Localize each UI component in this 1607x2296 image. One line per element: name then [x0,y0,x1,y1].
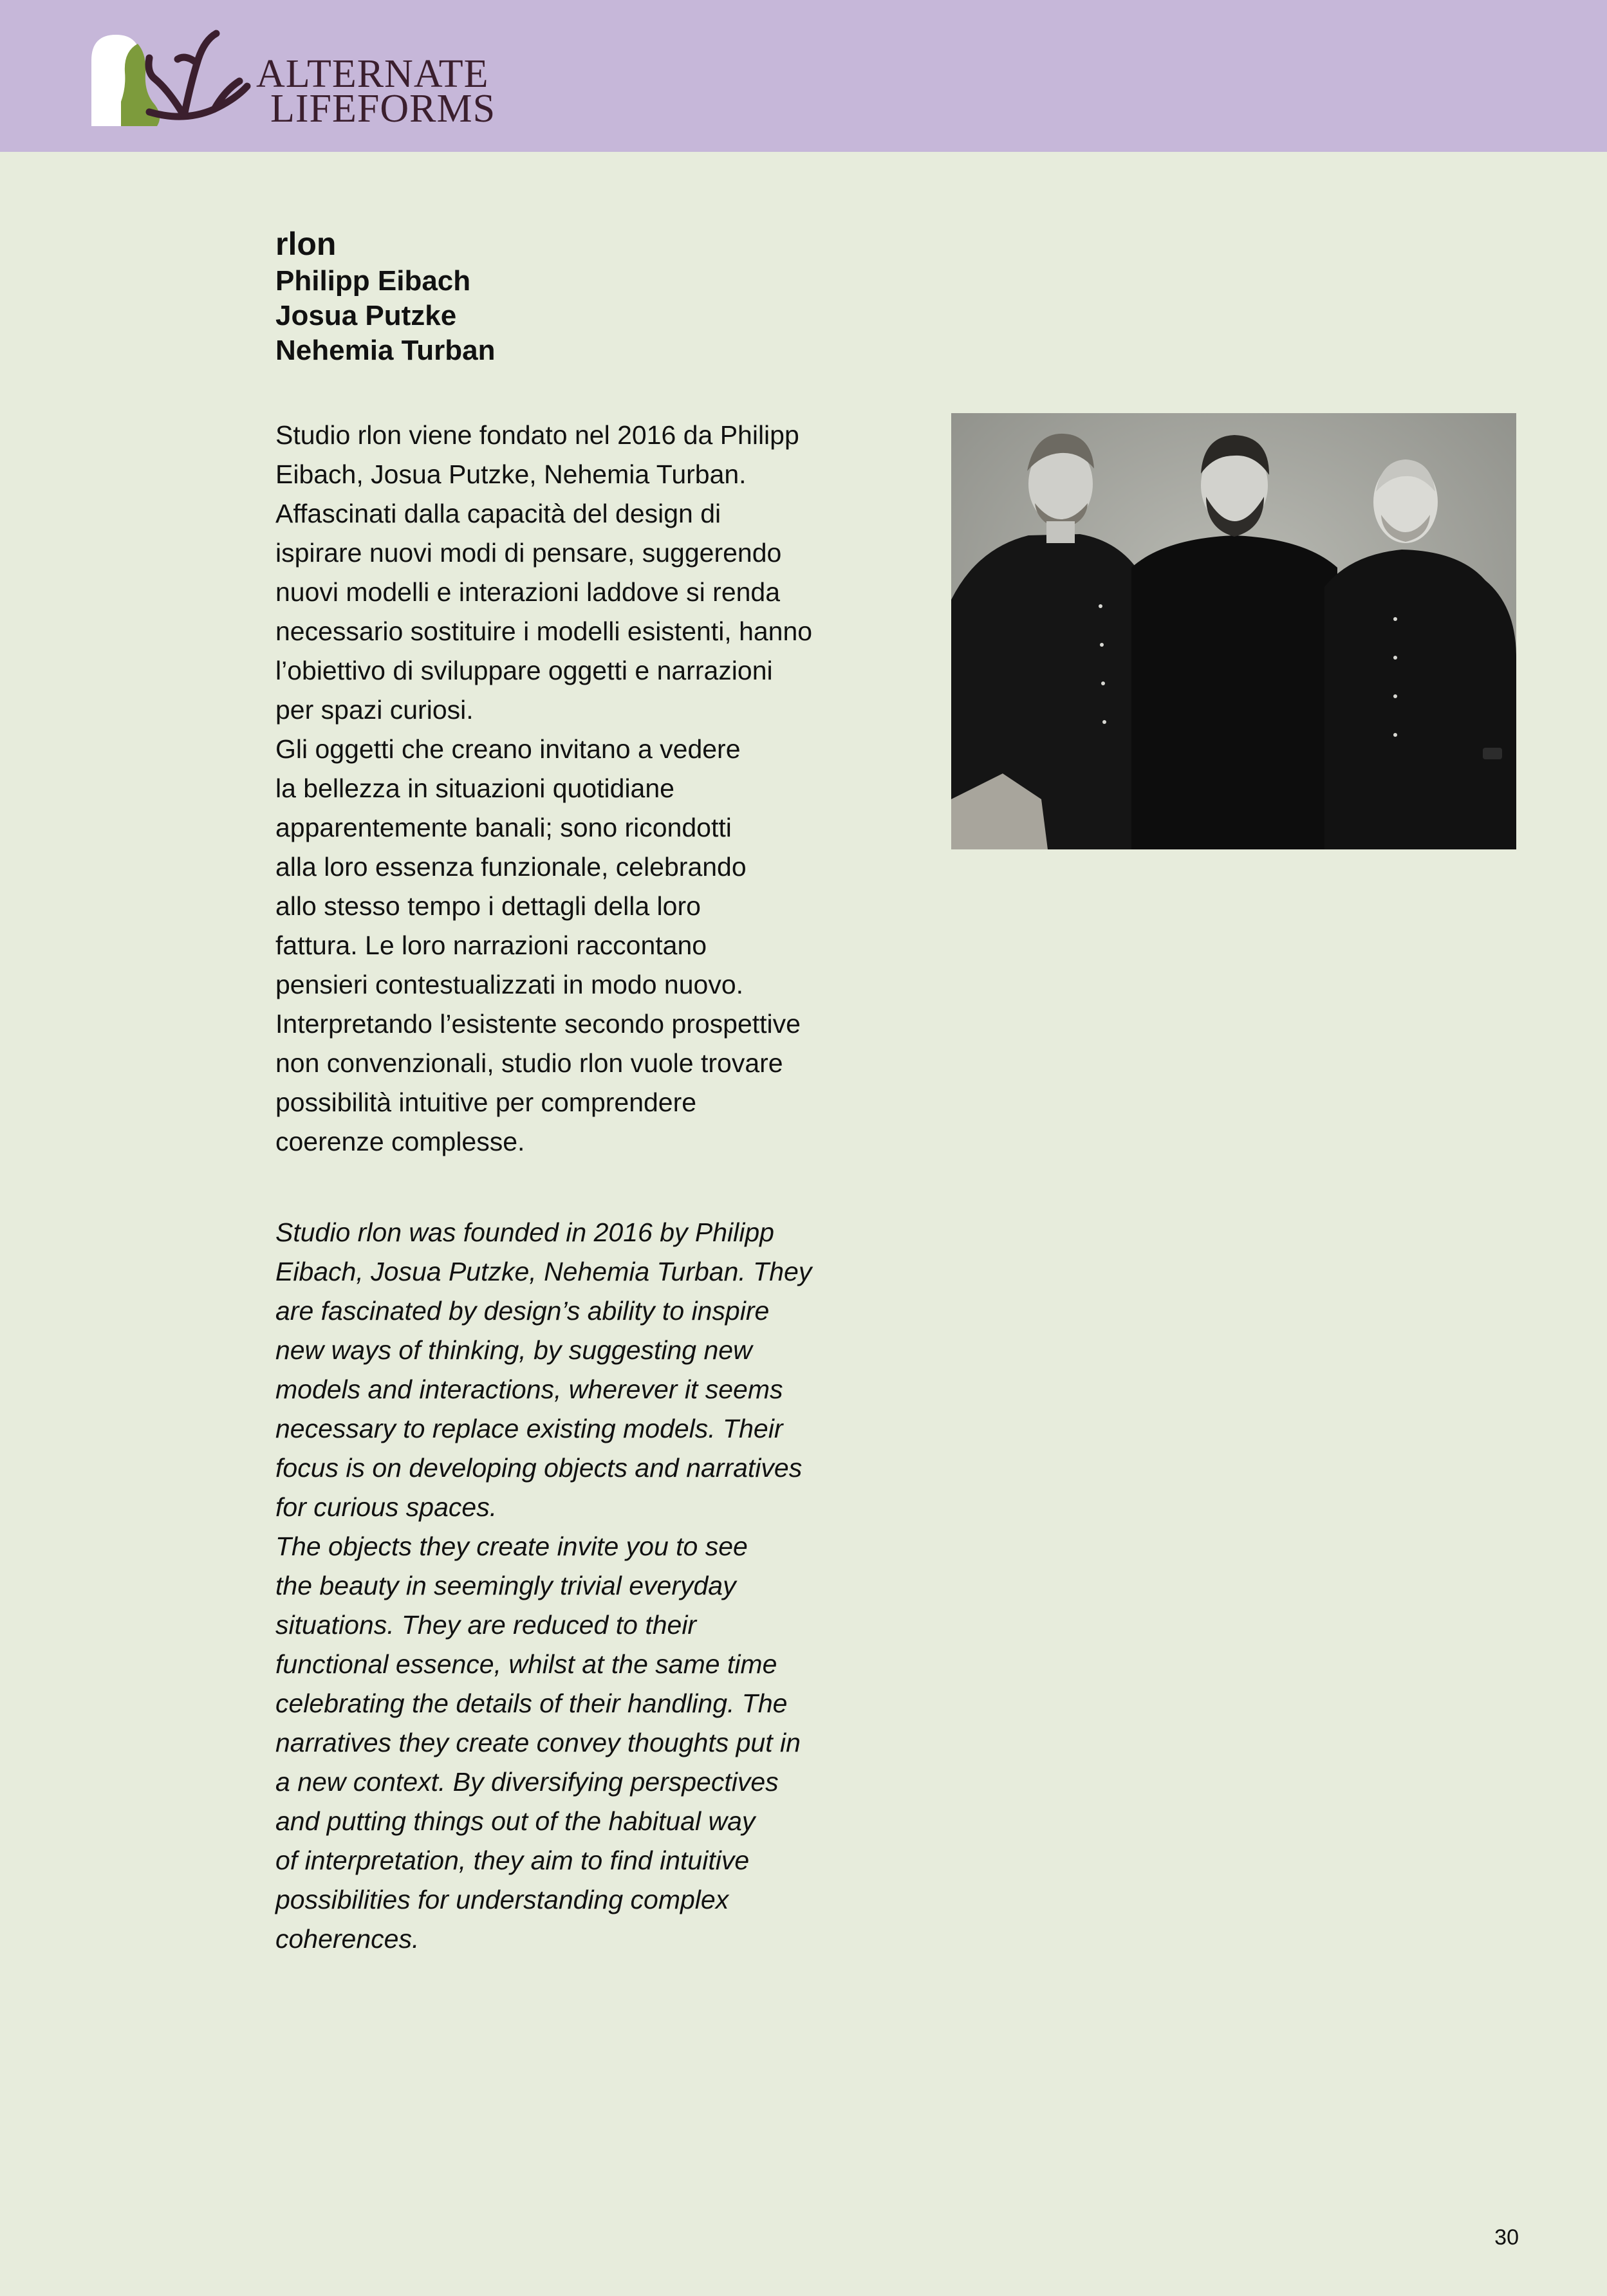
member-name: Josua Putzke [275,300,457,331]
studio-name: rlon [275,226,337,262]
team-photo [951,413,1516,849]
english-paragraph-2: The objects they create invite you to see the beauty in seemingly trivial everyday situations. They are reduced to their functional essence, whilst at the same time celebrating the details of their handling. The narratives they create convey thoughts put in a new context. By diversifying perspectives and putting things out of the habitual way of interpretation, they aim to find intuitive possibilities for understanding complex coherences. [275,1532,801,1954]
team-photo-illustration [951,413,1516,849]
page-number: 30 [1494,2225,1519,2250]
italian-paragraph-1: Studio rlon viene fondato nel 2016 da Philipp Eibach, Josua Putzke, Nehemia Turban. Affascinati dalla capacità del design di ispirare nuovi modi di pensare, suggerendo nuovi modelli e interazioni laddove si renda necessario sostituire i modelli esistenti, hanno l’obiettivo di sviluppare oggetti e narrazioni per spazi curiosi. [275,420,813,725]
page-header [0,0,1607,152]
alternate-lifeforms-logo [88,26,525,135]
logo-line-2: LIFEFORMS [270,87,496,131]
logo-wordmark [256,52,496,131]
member-list [275,264,919,368]
member-name: Nehemia Turban [275,335,496,366]
logo-mark-icon [88,26,255,135]
member-name: Philipp Eibach [275,265,471,297]
english-paragraph-1: Studio rlon was founded in 2016 by Philipp Eibach, Josua Putzke, Nehemia Turban. They are fascinated by design’s ability to inspire new ways of thinking, by suggesting new models and interactions, wherever it seems necessary to replace existing models. Their focus is on developing objects and narratives for curious spaces. [275,1217,812,1522]
italian-paragraph-2: Gli oggetti che creano invitano a vedere la bellezza in situazioni quotidiane apparentemente banali; sono ricondotti alla loro essenza funzionale, celebrando allo stesso tempo i dettagli della loro fattura. Le loro narrazioni raccontano pensieri contestualizzati in modo nuovo. Interpretando l’esistente secondo prospettive non convenzionali, studio rlon vuole trovare possibilità intuitive per comprendere coerenze complesse. [275,734,801,1156]
article-content [275,224,919,1959]
logo-line-1: ALTERNATE [256,52,489,96]
